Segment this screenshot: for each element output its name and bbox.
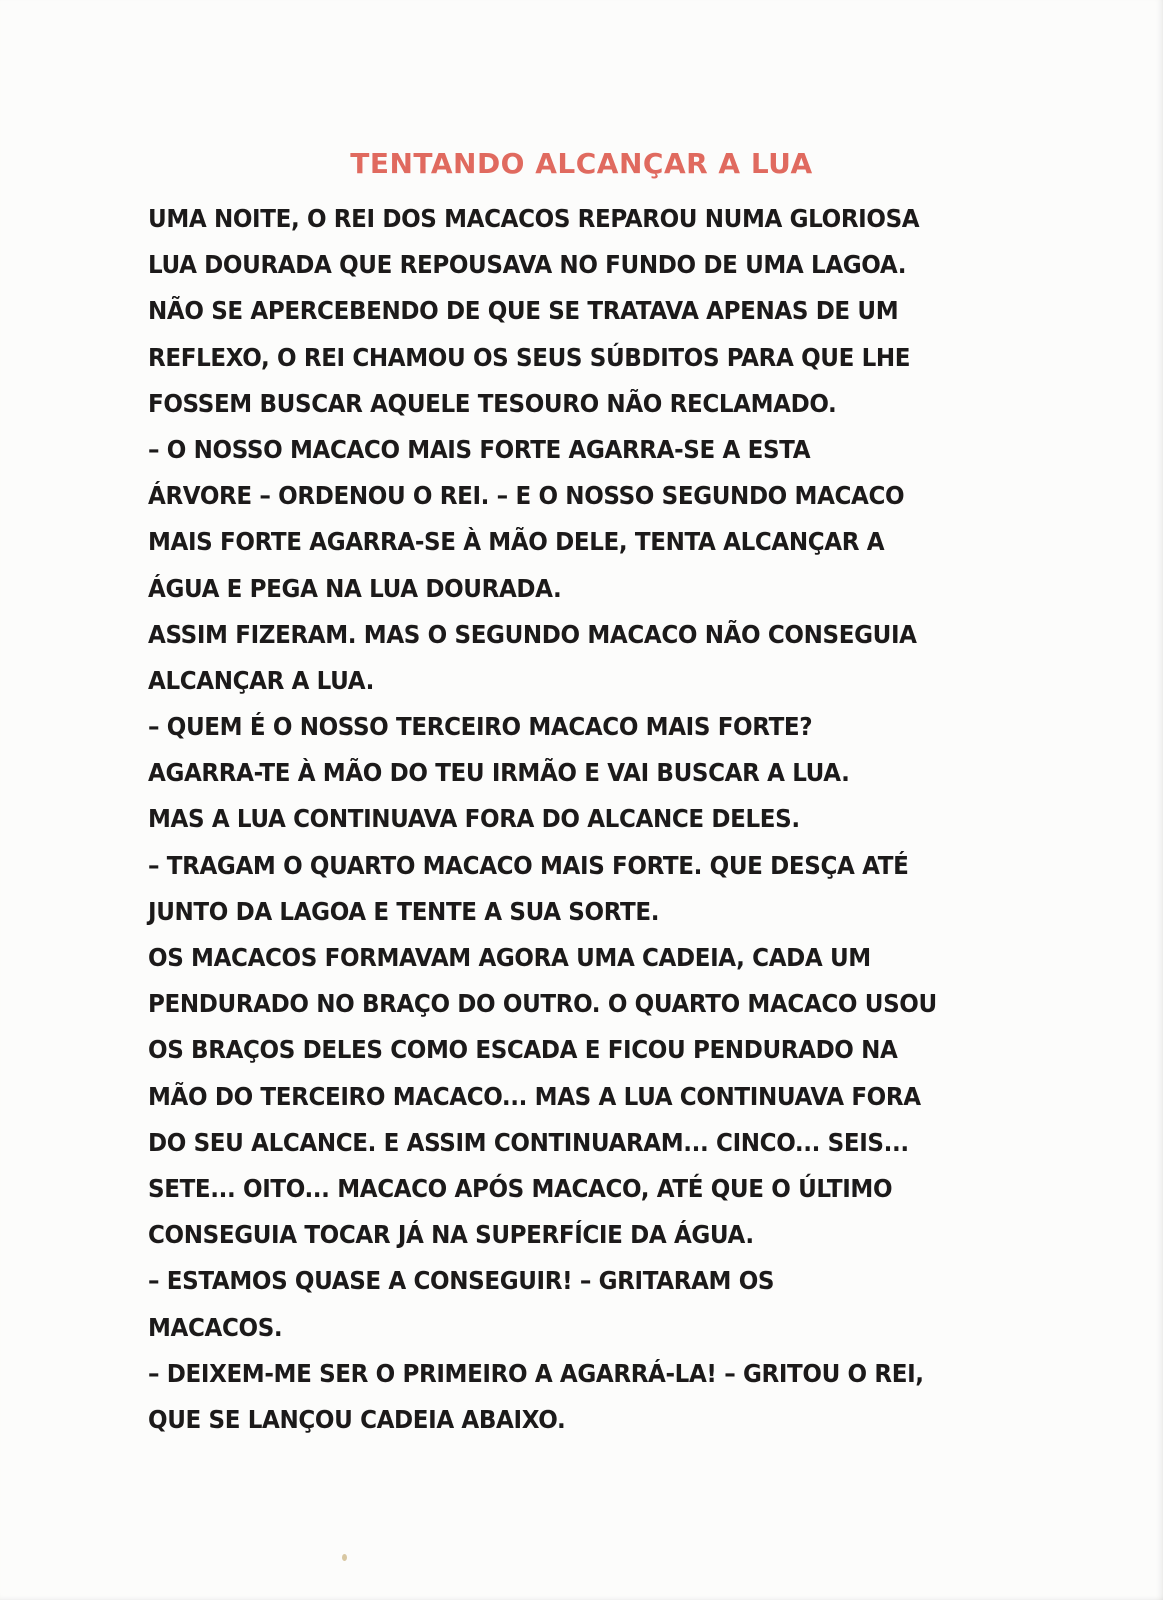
story-line: MAS A LUA CONTINUAVA FORA DO ALCANCE DELES. — [148, 804, 800, 834]
story-line: REFLEXO, O REI CHAMOU OS SEUS SÚBDITOS PARA QUE LHE — [148, 342, 911, 372]
story-line: ÁRVORE – ORDENOU O REI. – E O NOSSO SEGUNDO MACACO — [148, 481, 905, 511]
story-line: UMA NOITE, O REI DOS MACACOS REPAROU NUMA GLORIOSA — [148, 204, 920, 233]
story-line: DO SEU ALCANCE. E ASSIM CONTINUARAM... CINCO... SEIS... — [148, 1127, 909, 1157]
story-title: TENTANDO ALCANÇAR A LUA — [350, 147, 813, 180]
story-line: MAIS FORTE AGARRA-SE À MÃO DELE, TENTA ALCANÇAR A — [148, 527, 885, 557]
story-line: LUA DOURADA QUE REPOUSAVA NO FUNDO DE UMA LAGOA. — [148, 250, 907, 280]
story-line: – DEIXEM-ME SER O PRIMEIRO A AGARRÁ-LA! – GRITOU O REI, — [148, 1358, 924, 1388]
story-line: – TRAGAM O QUARTO MACACO MAIS FORTE. QUE DESÇA ATÉ — [148, 850, 909, 880]
story-line: JUNTO DA LAGOA E TENTE A SUA SORTE. — [148, 896, 660, 926]
story-line: NÃO SE APERCEBENDO DE QUE SE TRATAVA APENAS DE UM — [148, 296, 899, 326]
story-line: AGARRA-TE À MÃO DO TEU IRMÃO E VAI BUSCAR A LUA. — [148, 758, 850, 788]
story-line: ÁGUA E PEGA NA LUA DOURADA. — [148, 573, 562, 603]
story-line: ALCANÇAR A LUA. — [148, 665, 375, 695]
story-line: ASSIM FIZERAM. MAS O SEGUNDO MACACO NÃO CONSEGUIA — [148, 619, 917, 649]
story-line: MÃO DO TERCEIRO MACACO... MAS A LUA CONTINUAVA FORA — [148, 1081, 921, 1111]
story-line: SETE... OITO... MACACO APÓS MACACO, ATÉ QUE O ÚLTIMO — [148, 1173, 893, 1203]
story-line: – O NOSSO MACACO MAIS FORTE AGARRA-SE A ESTA — [148, 434, 811, 464]
paper-speck — [342, 1554, 347, 1561]
story-line: – QUEM É O NOSSO TERCEIRO MACACO MAIS FORTE? — [148, 712, 813, 742]
story-line: QUE SE LANÇOU CADEIA ABAIXO. — [148, 1404, 566, 1434]
story-line: – ESTAMOS QUASE A CONSEGUIR! – GRITARAM OS — [148, 1266, 775, 1296]
story-line: CONSEGUIA TOCAR JÁ NA SUPERFÍCIE DA ÁGUA. — [148, 1220, 754, 1250]
story-line: PENDURADO NO BRAÇO DO OUTRO. O QUARTO MACACO USOU — [148, 989, 937, 1019]
story-line: OS BRAÇOS DELES COMO ESCADA E FICOU PENDURADO NA — [148, 1035, 898, 1065]
story-body — [148, 196, 1048, 1443]
story-line: OS MACACOS FORMAVAM AGORA UMA CADEIA, CADA UM — [148, 943, 871, 972]
story-line: MACACOS. — [148, 1312, 283, 1342]
story-line: FOSSEM BUSCAR AQUELE TESOURO NÃO RECLAMADO. — [148, 388, 837, 418]
